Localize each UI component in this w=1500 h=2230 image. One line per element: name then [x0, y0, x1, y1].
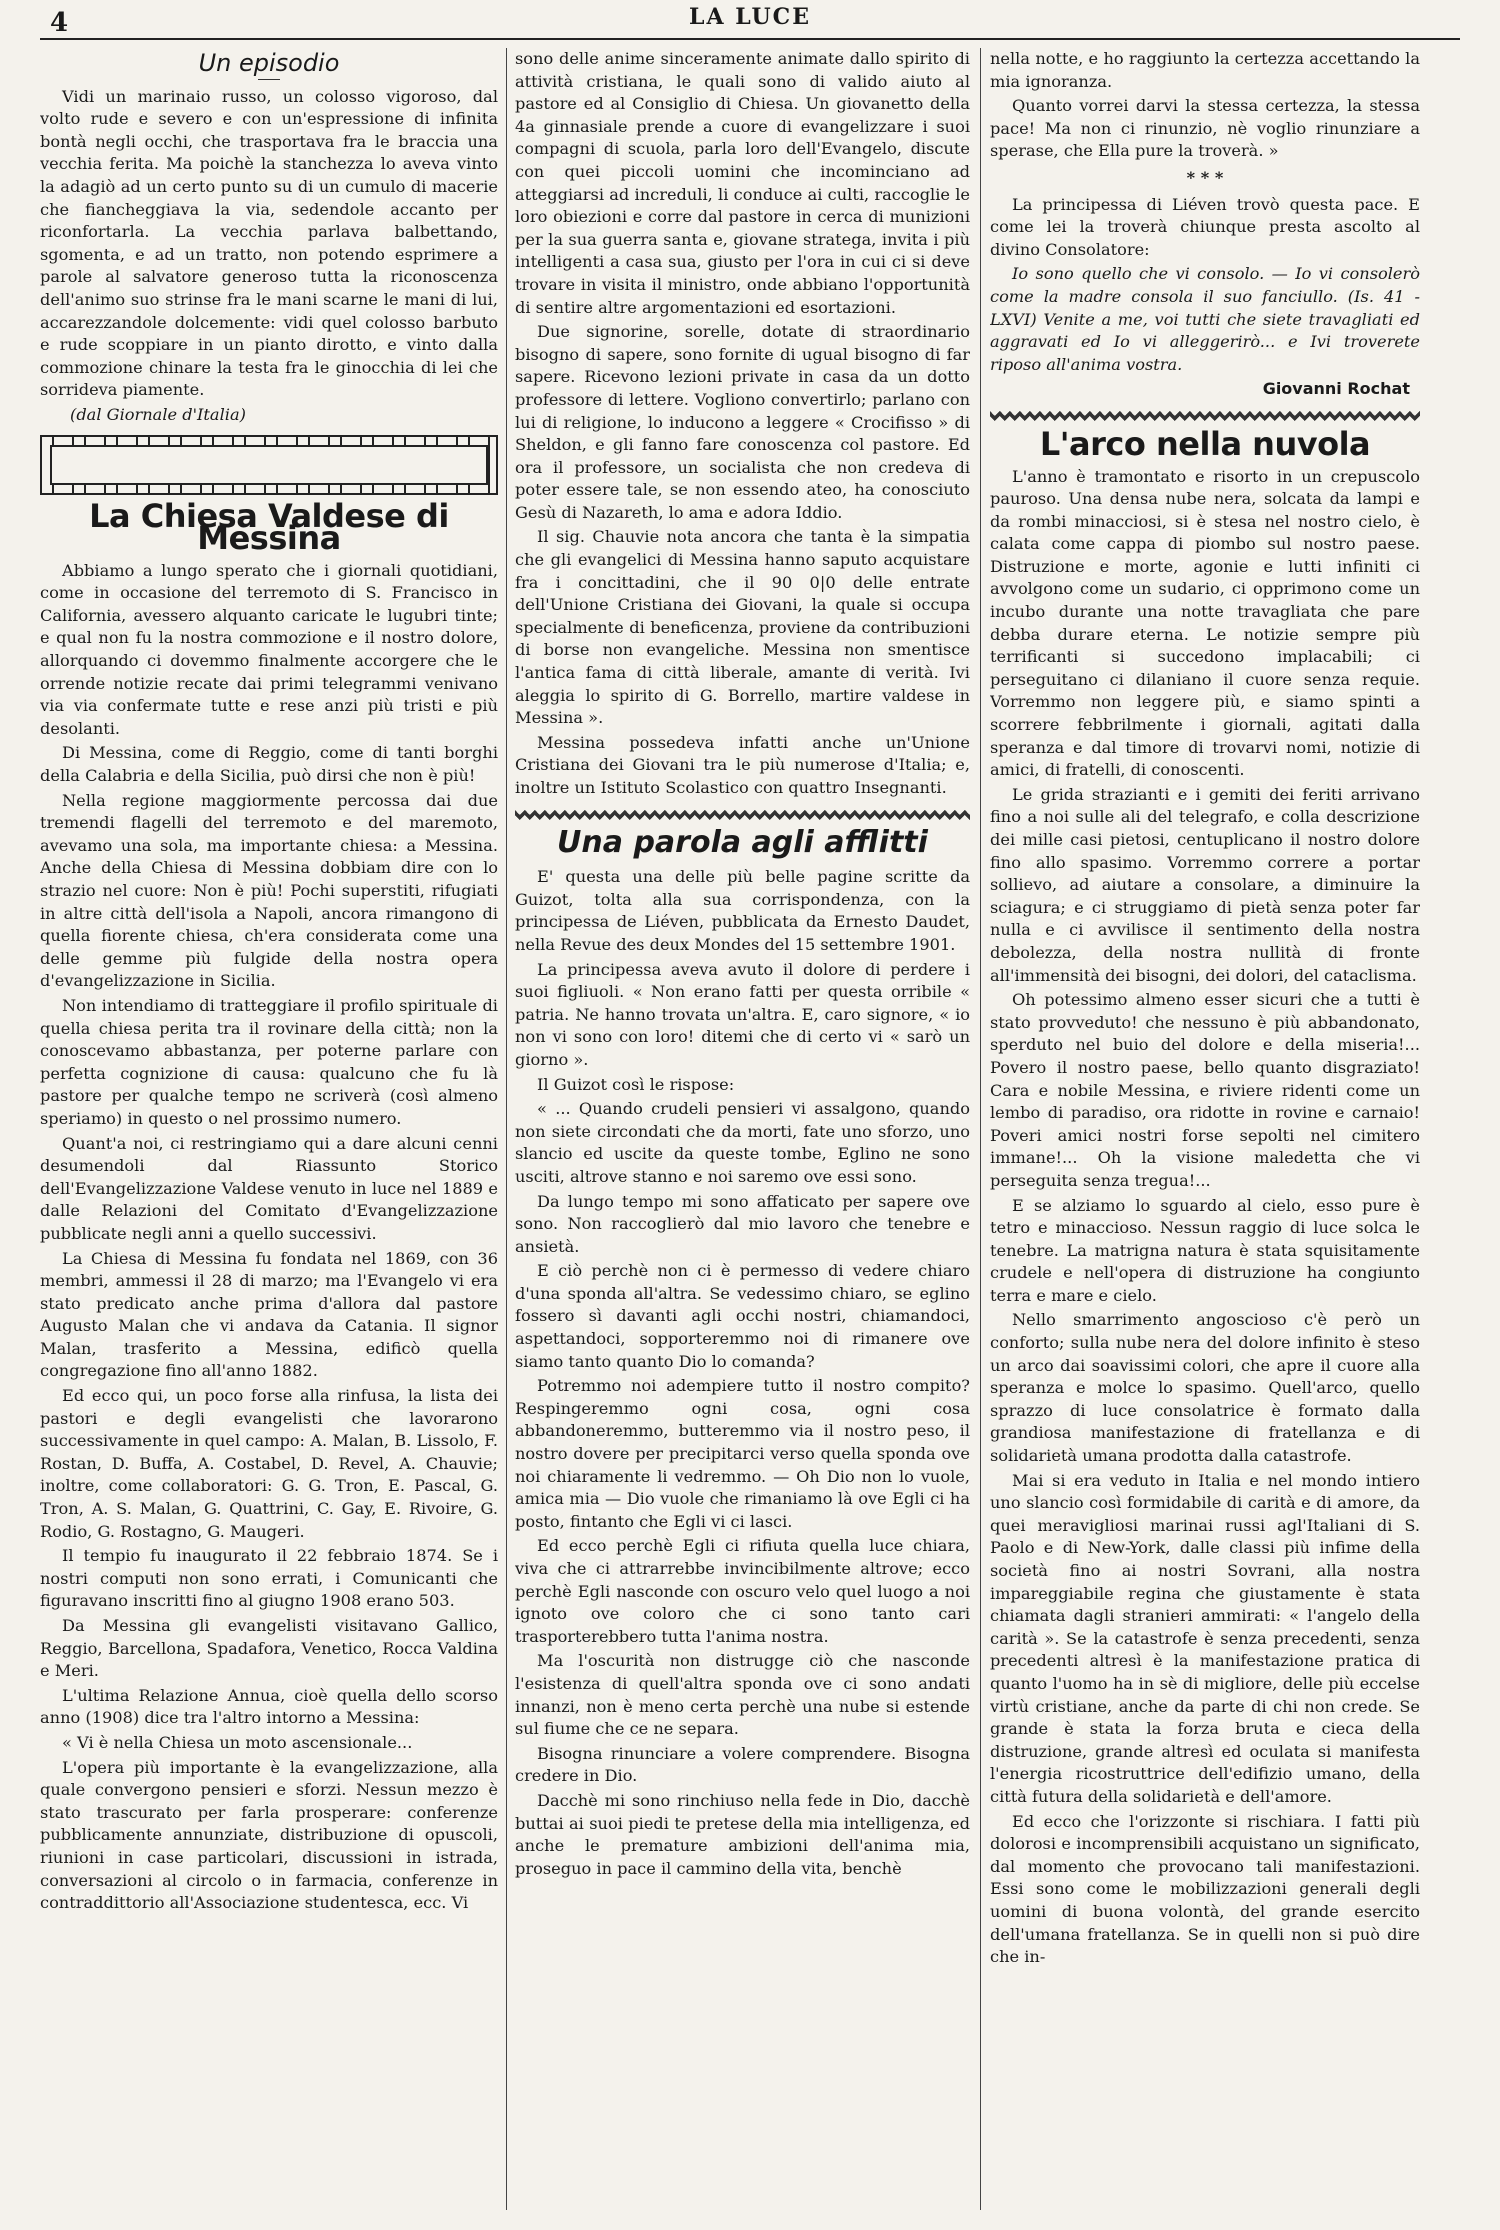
column-rule — [506, 48, 507, 2210]
author-signature: Giovanni Rochat — [1262, 379, 1410, 399]
paragraph: Messina possedeva infatti anche un'Unione Cristiana dei Giovani tra le più numerose d'Italia; e, inoltre un Istituto Scolastico con quattro Insegnanti. — [515, 732, 970, 797]
paragraph: L'opera più importante è la evangelizzazione, alla quale convergono pensieri e sforzi. Nessun mezzo è stato trascurato per farla prosperare: conferenze pubblicamente annunziate, distribuzione di opuscoli, riunioni in case particolari, discussioni in istrada, conversazioni al circolo o in farmacia, conferenze in contraddittorio all'Associazione studentesca, ecc. Vi — [40, 1757, 498, 1913]
column-2 — [515, 48, 970, 2210]
paragraph: Il Guizot così le rispose: — [537, 1074, 735, 1094]
paragraph: Abbiamo a lungo sperato che i giornali quotidiani, come in occasione del terremoto di S. Francisco in California, avessero alquanto caricate le lugubri tinte; e qual non fu la nostra commozione e il nostro dolore, allorquando ci dovemmo finalmente accorgere che le orrende notizie recate dai primi telegrammi venivano via via confermate tutte e rese anzi più tristi e più desolanti. — [40, 560, 498, 738]
paragraph: Quant'a noi, ci restringiamo qui a dare alcuni cenni desumendoli dal Riassunto Storico dell'Evangelizzazione Valdese venuto in luce nel 1889 e dalle Relazioni del Comitato d'Evangelizzazione pubblicate negli anni a quello successivi. — [40, 1133, 498, 1243]
paragraph: Quanto vorrei darvi la stessa certezza, la stessa pace! Ma non ci rinunzio, nè voglio rinunziare a sperase, che Ella pure la troverà. » — [990, 96, 1420, 161]
paragraph: Da lungo tempo mi sono affaticato per sapere ove sono. Non raccoglierò dal mio lavoro che tenebre e ansietà. — [515, 1191, 970, 1256]
paragraph: « Vi è nella Chiesa un moto ascensionale... — [62, 1732, 413, 1752]
paragraph: Bisogna rinunciare a volere comprendere. Bisogna credere in Dio. — [515, 1743, 970, 1786]
paragraph: Ma l'oscurità non distrugge ciò che nasconde l'esistenza di quell'altra sponda ove ci sono andati innanzi, non è meno certa perchè una nube si estende sul fiume che ce ne separa. — [515, 1651, 970, 1739]
paragraph: Nello smarrimento angoscioso c'è però un conforto; sulla nube nera del dolore infinito è steso un arco dai soavissimi colori, che apre il cuore alla speranza e molce lo spasimo. Quell'arco, quello sprazzo di luce consolatrice è formato dalla grandiosa manifestazione di fratellanza e di solidarietà umana prodotta dalla catastrofe. — [990, 1310, 1420, 1466]
paragraph: L'anno è tramontato e risorto in un crepuscolo pauroso. Una densa nube nera, solcata da lampi e da rombi minacciosi, si è stesa nel nostro cielo, è calata come cappa di piombo sul nostro paese. Distruzione e morte, agonie e lutti infiniti ci avvolgono come un sudario, ci opprimono come un incubo durante una notte travagliata che pare debba durare eterna. Le notizie sempre più terrificanti si succedono implacabili; ci perseguitano ci dilaniano il cuore senza requie. Vorremmo non leggere più, e siamo spinti a scorrere febbrilmente i giornali, agitati dalla speranza e dal timore di trovarvi nomi, notizie di amici, di fratelli, di conoscenti. — [990, 466, 1420, 780]
paragraph: Ed ecco qui, un poco forse alla rinfusa, la lista dei pastori e degli evangelisti che lavorarono successivamente in quel campo: A. Malan, B. Lissolo, F. Rostan, D. Buffa, A. Costabel, D. Revel, A. Chauvie; inoltre, come collaboratori: G. G. Tron, E. Pascal, G. Tron, A. S. Malan, G. Quattrini, C. Gay, E. Rivoire, G. Rodio, G. Rostagno, G. Maugeri. — [40, 1386, 498, 1541]
column-3 — [990, 48, 1420, 2210]
column-rule — [980, 48, 981, 2210]
paragraph: Due signorine, sorelle, dotate di straordinario bisogno di sapere, sono fornite di ugual bisogno di far sapere. Ricevono lezioni private in casa da un dotto professore di lettere. Vogliono convertirlo; parlano con lui di religione, lo inducono a leggere « Crocifisso » di Sheldon, e gli fanno fare conoscenza col pastore. Ed ora il professore, un socialista che non credeva di poter essere tale, se non essendo ateo, ha conosciuto Gesù di Nazareth, lo ama e adora Iddio. — [515, 322, 970, 522]
asterism: * * * — [1186, 167, 1224, 187]
paragraph: Le grida strazianti e i gemiti dei feriti arrivano fino a noi sulle ali del telegrafo, e colla descrizione dei mille casi pietosi, centuplicano il nostro dolore fino allo spasimo. Vorremmo correre a portar sollievo, ad aiutare a consolare, a diminuire la sciagura; e ci struggiamo di pietà senza poter far nulla e ci avvilisce il sentimento della nostra debolezza, della nostra nullità di fronte all'immensità dei bisogni, dei dolori, del cataclisma. — [990, 784, 1420, 985]
paragraph: La principessa aveva avuto il dolore di perdere i suoi figliuoli. « Non erano fatti per questa orribile « patria. Ne hanno trovata un'altra. E, caro signore, « io non vi sono con loro! ditemi che di certo vi « sarò un giorno ». — [515, 959, 970, 1069]
divider — [258, 79, 280, 80]
decorative-divider — [990, 411, 1420, 421]
decorative-ornament — [40, 435, 498, 495]
paragraph: Vidi un marinaio russo, un colosso vigoroso, dal volto rude e severo e con un'espressione di infinita bontà negli occhi, che trasportava fra le braccia una vecchia ferita. Ma poichè la stanchezza lo aveva vinto la adagiò ad un certo punto su di un cumulo di macerie che fiancheggiava la via, sedendole accanto per riconfortarla. La vecchia parlava balbettando, sgomenta, e ad un tratto, non potendo esprimere a parole al salvatore generoso tutta la riconoscenza dell'animo suo strinse fra le mani scarne le mani di lui, accarezzandole dolcemente: vidi quel colosso barbuto e rude scoppiare in un pianto dirotto, e vinto dalla commozione chinare la testa fra le ginocchia di lei che sorrideva piamente. — [40, 86, 498, 400]
column-1 — [40, 48, 498, 2210]
paragraph: Potremmo noi adempiere tutto il nostro compito? Respingeremmo ogni cosa, ogni cosa abbandoneremmo, butteremmo via il nostro peso, il nostro dovere per precipitarci verso quella sponda ove noi chiaramente li vedremmo. — Oh Dio non lo vuole, amica mia — Dio vuole che rimaniamo là ove Egli ci ha posto, fintanto che Egli vi ci lasci. — [515, 1376, 970, 1531]
article-title: L'arco nella nuvola — [1039, 424, 1371, 463]
paragraph: Ed ecco che l'orizzonte si rischiara. I fatti più dolorosi e incomprensibili acquistano un significato, dal momento che provocano tali manifestazioni. Essi sono come le mobilizzazioni generali degli uomini di buona volontà, del grande esercito dell'umana fratellanza. Se in quelli non si può dire che in- — [990, 1811, 1420, 1967]
paragraph: E ciò perchè non ci è permesso di vedere chiaro d'una sponda all'altra. Se vedessimo chiaro, se eglino fossero sì davanti agli occhi nostri, chiamandoci, aspettandoci, sopporteremmo noi di rimanere ove siamo tanto quanto Dio lo comanda? — [515, 1261, 970, 1371]
article-title: La Chiesa Valdese di Messina — [89, 496, 449, 558]
paragraph: Il sig. Chauvie nota ancora che tanta è la simpatia che gli evangelici di Messina hanno saputo acquistare fra i concittadini, che il 90 0|0 delle entrate dell'Unione Cristiana dei Giovani, la quale si occupa specialmente di beneficenza, proviene da contribuzioni di borse non evangeliche. Messina non smentisce l'antica fama di città liberale, amante di verità. Ivi aleggia lo spirito di G. Borrello, martire valdese in Messina ». — [515, 527, 970, 728]
paragraph: Dacchè mi sono rinchiuso nella fede in Dio, dacchè buttai ai suoi piedi te pretese della mia intelligenza, ed anche le premature ambizioni dell'anima mia, proseguo in pace il cammino della vita, benchè — [515, 1790, 970, 1878]
scripture-quote: Io sono quello che vi consolo. — Io vi consolerò come la madre consola il suo fanciullo. (Is. 41 - LXVI) Venite a me, voi tutti che siete travagliati ed aggravati ed Io vi alleggerirò... e Ivi troverete riposo all'anima vostra. — [990, 264, 1420, 374]
paragraph: Ed ecco perchè Egli ci rifiuta quella luce chiara, viva che ci attrarrebbe invincibilmente altrove; ecco perchè Egli nasconde con oscuro velo quel luogo a noi ignoto ove coloro che ci sono tanto cari trasporterebbero tutta l'anima nostra. — [515, 1536, 970, 1646]
paragraph: La Chiesa di Messina fu fondata nel 1869, con 36 membri, ammessi il 28 di marzo; ma l'Evangelo vi era stato predicato anche prima d'allora dal pastore Augusto Malan che vi andava da Catania. Il signor Malan, trasferito a Messina, edificò quella congregazione fino all'anno 1882. — [40, 1248, 498, 1381]
paragraph: Non intendiamo di tratteggiare il profilo spirituale di quella chiesa perita tra il rovinare della città; non la conoscevamo abbastanza, per poterne parlare con perfetta cognizione di causa: qualcuno che fu là pastore per qualche tempo ne scriverà (così almeno speriamo) in questo o nel prossimo numero. — [40, 995, 498, 1128]
paragraph: Da Messina gli evangelisti visitavano Gallico, Reggio, Barcellona, Spadafora, Venetico, Rocca Valdina e Meri. — [40, 1616, 498, 1681]
paragraph: L'ultima Relazione Annua, cioè quella dello scorso anno (1908) dice tra l'altro intorno a Messina: — [40, 1685, 498, 1728]
article-title: Un episodio — [198, 49, 340, 77]
paragraph: Di Messina, come di Reggio, come di tanti borghi della Calabria e della Sicilia, può dirsi che non è più! — [40, 743, 498, 786]
paragraph: nella notte, e ho raggiunto la certezza accettando la mia ignoranza. — [990, 49, 1420, 91]
source-credit: (dal Giornale d'Italia) — [70, 404, 246, 424]
decorative-divider — [515, 810, 970, 820]
paragraph: Oh potessimo almeno esser sicuri che a tutti è stato provveduto! che nessuno è più abbandonato, sperduto nel buio del dolore e della miseria!... Povero il nostro paese, bello quanto disgraziato! Cara e nobile Messina, e riviere ridenti come un lembo di paradiso, ora ridotte in rovine e carnaio! Poveri amici nostri forse sepolti nel cimitero immane!... Oh la visione maledetta che vi perseguita senza tregua!... — [990, 990, 1420, 1190]
paragraph: E se alziamo lo sguardo al cielo, esso pure è tetro e minaccioso. Nessun raggio di luce solca le tenebre. La matrigna natura è stata squisitamente crudele e nell'opera di distruzione ha congiunto terra e mare e cielo. — [990, 1195, 1420, 1305]
paragraph: sono delle anime sinceramente animate dallo spirito di attività cristiana, le quali sono di valido aiuto al pastore ed al Consiglio di Chiesa. Un giovanetto della 4a ginnasiale prende a cuore di evangelizzare i suoi compagni di scuola, parla loro dell'Evangelo, discute con quei piccoli uomini che incominciano ad atteggiarsi ad increduli, li conduce ai culti, raccoglie le loro obiezioni e corre dal pastore in cerca di munizioni per la sua guerra santa e, giovane stratega, invita i più intelligenti a casa sua, giusto per l'ora in cui ci si deve trovare in visita il ministro, onde abbiano l'opportunità di sentire altre argomentazioni ed esortazioni. — [515, 49, 970, 317]
paragraph: Nella regione maggiormente percossa dai due tremendi flagelli del terremoto e del maremoto, avevamo una sola, ma importante chiesa: a Messina. Anche della Chiesa di Messina dobbiam dire con lo strazio nel cuore: Non è più! Pochi superstiti, rifugiati in altre città dell'isola a Napoli, ancora rimangono di quella fiorente chiesa, ch'era considerata come una delle gemme più fulgide della nostra opera d'evangelizzazione in Sicilia. — [40, 790, 498, 991]
paragraph: La principessa di Liéven trovò questa pace. E come lei la troverà chiunque presta ascolto al divino Consolatore: — [990, 194, 1420, 259]
paragraph: E' questa una delle più belle pagine scritte da Guizot, tolta alla sua corrispondenza, con la principessa de Liéven, pubblicata da Ernesto Daudet, nella Revue des deux Mondes del 15 settembre 1901. — [515, 867, 970, 954]
paragraph: Il tempio fu inaugurato il 22 febbraio 1874. Se i nostri computi non sono errati, i Comunicanti che figuravano inscritti fino al giugno 1908 erano 503. — [40, 1546, 498, 1611]
paragraph: Mai si era veduto in Italia e nel mondo intiero uno slancio così formidabile di carità e di amore, da quei meravigliosi marinai russi agl'Italiani di S. Paolo e di New-York, dalle classi più infime della società fino ai nostri Sovrani, alla nostra impareggiabile regina che giustamente è stata chiamata dagli stranieri ammirati: « l'angelo della carità ». Se la catastrofe è senza precedenti, senza precedenti altresì è la manifestazione pratica di quanto l'uomo ha in sè di migliore, delle più eccelse virtù cristiane, anche da parte di chi non crede. Se grande è stata la forza bruta e cieca della distruzione, grande altresì ed oculata si manifesta l'energia ricostruttrice dell'edifizio umano, della città futura della solidarietà e dell'amore. — [990, 1470, 1420, 1806]
page-number: 4 — [50, 8, 69, 38]
journal-title: LA LUCE — [689, 4, 811, 30]
paragraph: « ... Quando crudeli pensieri vi assalgono, quando non siete circondati che da morti, fate uno sforzo, uno slancio ed uscite da queste tombe, Eglino ne sono usciti, altrove stanno e noi saremo ove essi sono. — [515, 1099, 970, 1186]
article-title: Una parola agli afflitti — [557, 824, 928, 860]
page-header — [40, 0, 1460, 40]
